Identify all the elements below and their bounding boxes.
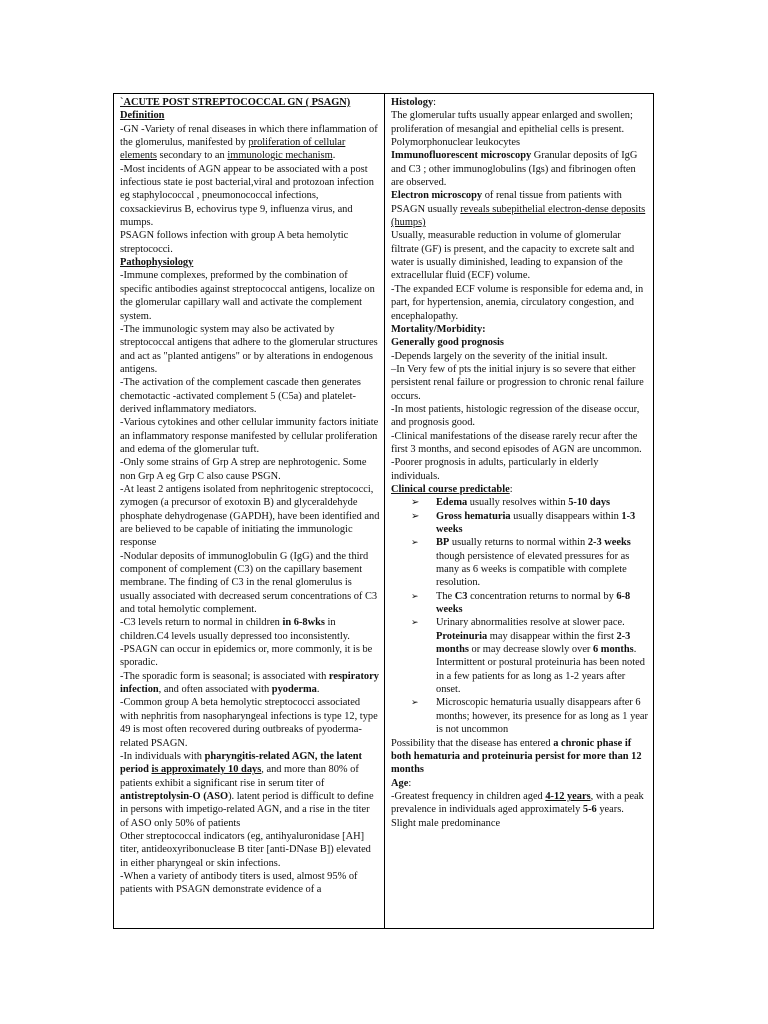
ecf-paragraph: -The expanded ECF volume is responsible for edema and, in part, for hypertension, anemia, circulatory congestion, and encephalopathy. [391,283,644,322]
clinical-course-list [391,496,649,736]
patho-paragraph-3: -The activation of the complement cascade then generates chemotactic -activated complement 5 (C5a) and platelet-derived inflammatory mediators. [120,377,361,415]
patho-paragraph-7: -Nodular deposits of immunoglobulin G (IgG) and the third component of complement (C3) on the capillary basement membrane. The finding of C3 in the renal glomerulus is usually associated with decreased serum concentrations of C3 and total hemolytic complement. [120,550,378,616]
list-item: ➢ Microscopic hematuria usually disappears after 6 months; however, its presence for as long as 1 year is not uncommon [411,697,648,736]
mortality-paragraph-1: -Depends largely on the severity of the initial insult. [391,350,608,362]
right-column [385,94,653,928]
mortality-paragraph-4: -Clinical manifestations of the disease rarely recur after the first 3 months, and second episodes of AGN are uncommon. [391,430,642,455]
list-item: ➢ Edema usually resolves within 5-10 days [411,497,611,509]
patho-paragraph-9: -PSAGN can occur in epidemics or, more commonly, it is be sporadic. [120,644,373,669]
mortality-paragraph-2: –In Very few of pts the initial injury is so severe that either persistent renal failure or progression to chronic renal failure occurs. [391,363,644,402]
patho-paragraph-4: -Various cytokines and other cellular immunity factors initiate an inflammatory response manifested by cellular proliferation and edema of the glomerular tuft. [120,417,379,455]
patho-paragraph-10: -The sporadic form is seasonal; is associated with respiratory infection, and often associated with pyoderma. [120,670,379,696]
list-item: ➢ BP usually returns to normal within 2-3 weeks though persistence of elevated pressures for as many as 6 weeks is compatible with complete resolution. [411,537,631,589]
patho-paragraph-8: -C3 levels return to normal in children in 6-8wks in children.C4 levels usually depressed too inconsistently. [120,617,350,642]
gf-paragraph: Usually, measurable reduction in volume of glomerular filtrate (GF) is present, and the capacity to excrete salt and water is usually diminished, leading to expansion of the extracellular fluid (ECF) volume. [391,230,635,282]
definition-paragraph-3: PSAGN follows infection with group A beta hemolytic streptococci. [120,230,349,255]
arrow-bullet-icon: ➢ [411,537,419,548]
patho-paragraph-2: -The immunologic system may also be activated by streptococcal antigens that adhere to the glomerular structures and act as "planted antigens" or by alterations in endogenous antigens. [120,323,378,375]
arrow-bullet-icon: ➢ [411,510,420,522]
patho-paragraph-14: -When a variety of antibody titers is used, almost 95% of patients with PSAGN demonstrate evidence of a [120,870,358,896]
mortality-paragraph-3: -In most patients, histologic regression of the disease occur, and prognosis good. [391,403,640,429]
patho-paragraph-6: -At least 2 antigens isolated from nephritogenic streptococci, zymogen (a precursor of exotoxin B) and glyceraldehyde phosphate dehydrogenase (GAPDH), have been identified and are believed to be capable of initiating the immunologic response [120,483,380,549]
prognosis-heading: Generally good prognosis [391,337,504,349]
arrow-bullet-icon: ➢ [411,617,419,628]
patho-paragraph-1: -Immune complexes, preformed by the combination of specific antibodies against streptococcal antigens, localize on the glomerular capillary wall and activate the complement system. [120,270,375,322]
patho-paragraph-12: -In individuals with pharyngitis-related AGN, the latent period is approximately 10 days, and more than 80% of patients exhibit a significant rise in serum titer of antistreptolysin-O (ASO). latent period is difficult to define in persons with impetigo-related AGN, and a rise in the titer of ASO only 50% of patients [120,750,374,829]
definition-heading: Definition [120,110,165,122]
document-title: `ACUTE POST STREPTOCOCCAL GN ( PSAGN) [120,97,351,108]
left-column [114,94,385,928]
mortality-heading: Mortality/Morbidity: [391,323,486,335]
histology-paragraph: The glomerular tufts usually appear enlarged and swollen; proliferation of mesangial and epithelial cells is present. Polymorphonuclear leukocytes [391,110,633,149]
arrow-bullet-icon: ➢ [411,497,420,509]
pathophysiology-heading: Pathophysiology [120,257,194,269]
arrow-bullet-icon: ➢ [411,590,419,601]
immunofluorescence-paragraph: Immunofluorescent microscopy Granular deposits of IgG and C3 ; other immunoglobulins (Igs) and fibrinogen often are observed. [391,150,638,189]
patho-paragraph-13: Other streptococcal indicators (eg, antihyaluronidase [AH] titer, antideoxyribonuclease B titer [anti-DNase B]) elevated in either pharyngeal or skin infections. [120,830,371,869]
electron-microscopy-paragraph: Electron microscopy of renal tissue from patients with PSAGN usually reveals subepithelial electron-dense deposits (humps) [391,190,646,229]
arrow-bullet-icon: ➢ [411,697,419,708]
histology-heading: Histology: [391,97,437,108]
definition-paragraph-1: -GN -Variety of renal diseases in which there inflammation of the glomerulus, manifested by proliferation of cellular elements secondary to an immunologic mechanism. [120,123,378,162]
clinical-course-heading: Clinical course predictable: [391,483,513,495]
list-item: ➢ The C3 concentration returns to normal by 6-8 weeks [411,590,631,616]
definition-paragraph-2: -Most incidents of AGN appear to be associated with a post infectious state ie post bacterial,viral and protozoan infection eg staphylococcal , pneumonococcal infections, coxsackievirus B, echovirus type 9, influenza virus, and mumps. [120,163,374,229]
age-paragraph: -Greatest frequency in children aged 4-12 years, with a peak prevalence in individuals aged approximately 5-6 years. Slight male predominance [391,790,644,829]
patho-paragraph-11: -Common group A beta hemolytic streptococci associated with nephritis from nasopharyngeal infections is type 12, type 49 is most often recovered during outbreaks of pyoderma-related PSAGN. [120,697,378,749]
list-item: ➢ Gross hematuria usually disappears within 1-3 weeks [411,510,636,535]
patho-paragraph-5: -Only some strains of Grp A strep are nephrotogenic. Some non Grp A eg Grp C also cause PSGN. [120,457,367,482]
list-item: ➢ Urinary abnormalities resolve at slower pace. Proteinuria may disappear within the first 2-3 months or may decrease slowly over 6 months. Intermittent or postural proteinuria has been noted in a few patients for as long as 1-2 years after onset. [411,617,645,696]
document-page [113,93,654,929]
age-heading: Age: [391,777,412,789]
mortality-paragraph-5: -Poorer prognosis in adults, particularly in elderly individuals. [391,457,599,482]
chronic-phase-paragraph: Possibility that the disease has entered a chronic phase if both hematuria and proteinuria persist for more than 12 months [391,737,642,776]
